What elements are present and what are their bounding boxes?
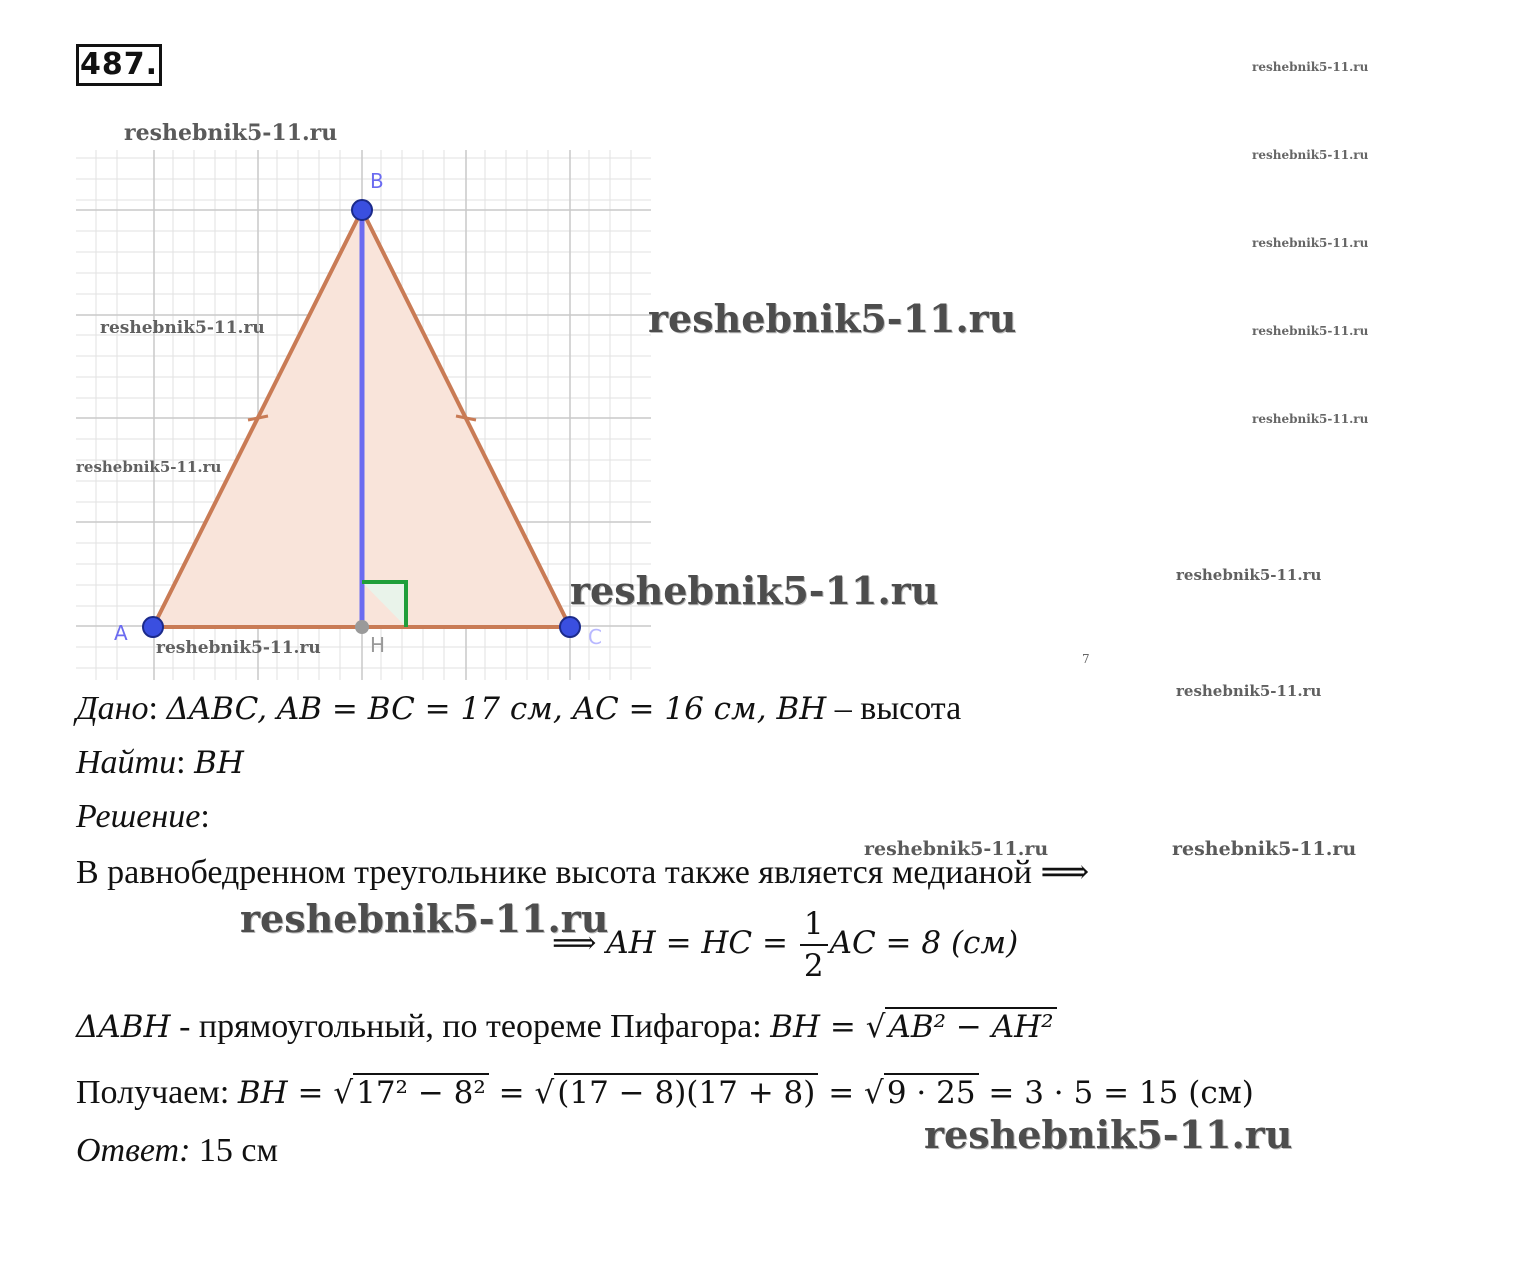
point-a	[143, 617, 163, 637]
statement-line: В равнобедренном треугольнике высота также является медианой ⟹	[76, 854, 1090, 891]
given-label: Дано	[76, 690, 149, 727]
answer-label: Ответ:	[76, 1132, 191, 1169]
watermark: reshebnik5-11.ru	[924, 1112, 1293, 1157]
watermark: reshebnik5-11.ru	[1252, 236, 1369, 250]
triangle-diagram	[76, 150, 651, 680]
watermark: reshebnik5-11.ru	[648, 296, 1017, 341]
problem-number: 487.	[76, 44, 162, 86]
label-h: H	[370, 633, 386, 657]
find-label: Найти	[76, 744, 177, 781]
label-c: C	[588, 625, 602, 649]
watermark: reshebnik5-11.ru	[1252, 148, 1369, 162]
result-tail: = 3 · 5 = 15 (см)	[978, 1075, 1254, 1111]
result-line: Получаем: BH = √17² − 8² = √(17 − 8)(17 + 8) = √9 · 25 = 3 · 5 = 15 (см)	[76, 1074, 1254, 1111]
abh-formula-lhs: BH =	[770, 1009, 866, 1045]
watermark: reshebnik5-11.ru	[100, 318, 265, 338]
watermark: reshebnik5-11.ru	[1176, 682, 1322, 700]
point-h	[355, 620, 369, 634]
watermark: reshebnik5-11.ru	[864, 838, 1049, 860]
answer-line	[76, 1132, 278, 1170]
given-tail: – высота	[826, 690, 962, 727]
watermark: reshebnik5-11.ru	[1252, 60, 1369, 74]
abh-text: - прямоугольный, по теореме Пифагора:	[170, 1008, 771, 1045]
median-formula	[552, 904, 1018, 986]
watermark: reshebnik5-11.ru	[76, 458, 222, 476]
watermark: reshebnik5-11.ru	[124, 120, 338, 146]
label-b: B	[370, 169, 384, 193]
abh-math: ΔABH	[76, 1009, 171, 1045]
watermark: reshebnik5-11.ru	[1252, 324, 1369, 338]
watermark: reshebnik5-11.ru	[1252, 412, 1369, 426]
result-sqrt-1: √17² − 8²	[333, 1075, 488, 1111]
label-a: A	[114, 621, 128, 645]
watermark: reshebnik5-11.ru	[240, 896, 609, 941]
point-c	[560, 617, 580, 637]
median-rhs: AC = 8 (см)	[829, 924, 1019, 961]
watermark: reshebnik5-11.ru	[1172, 838, 1357, 860]
abh-sqrt: √AB² − AH²	[866, 1009, 1057, 1045]
result-label: Получаем:	[76, 1074, 238, 1111]
watermark: reshebnik5-11.ru	[570, 568, 939, 613]
answer-value: 15 см	[190, 1132, 278, 1169]
median-lhs: ⟹ AH = HC =	[552, 924, 798, 961]
find-line: Найти: BH	[76, 744, 244, 781]
solution-label: Решение	[76, 798, 201, 835]
result-lhs: BH =	[237, 1075, 334, 1111]
watermark: reshebnik5-11.ru	[156, 638, 321, 658]
find-math: BH	[194, 745, 244, 781]
given-math: ΔABC, AB = BC = 17 см, AC = 16 см, BH	[166, 691, 827, 727]
abh-line	[76, 1008, 1057, 1046]
solution-line: Решение:	[76, 798, 210, 835]
stray-mark: 7	[1082, 652, 1090, 666]
result-sqrt-3: √9 · 25	[864, 1075, 979, 1111]
fraction-half: $\frac{1}{2}$	[800, 904, 828, 986]
given-line: Дано: ΔABC, AB = BC = 17 см, AC = 16 см, BH – высота	[76, 690, 962, 727]
result-sqrt-2: √(17 − 8)(17 + 8)	[535, 1075, 819, 1111]
watermark: reshebnik5-11.ru	[1176, 566, 1322, 584]
point-b	[352, 200, 372, 220]
